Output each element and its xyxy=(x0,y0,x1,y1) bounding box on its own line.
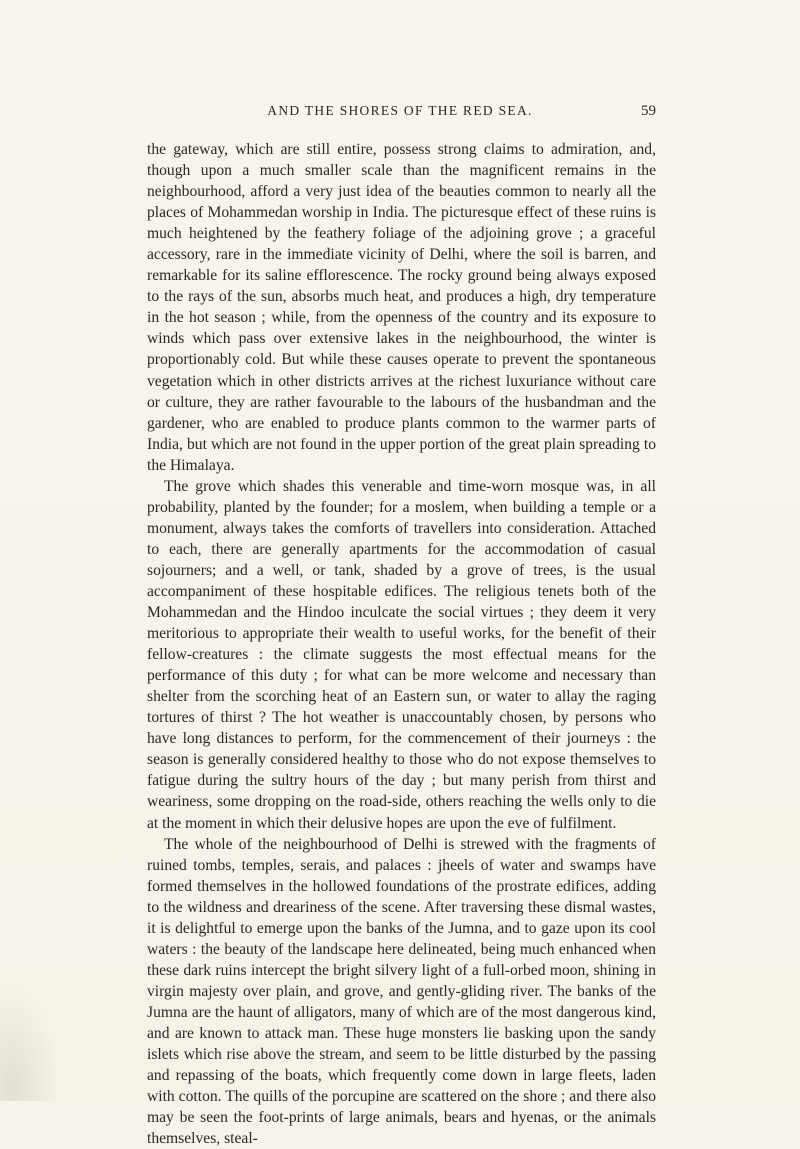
page-number: 59 xyxy=(641,103,656,119)
page-header xyxy=(0,103,800,127)
paragraph-2: The grove which shades this venerable and time-worn mosque was, in all probability, planted by the founder; for a moslem, when building a temple or a monument, always takes the comforts of travellers into consideration. Attached to each, there are generally apartments for the accommodation of casual sojourners; and a well, or tank, shaded by a grove of trees, is the usual accompaniment of these hospitable edifices. The religious tenets both of the Mohammedan and the Hindoo inculcate the social virtues ; they deem it very meritorious to appropriate their wealth to useful works, for the benefit of their fellow-creatures : the climate suggests the most effectual means for the performance of this duty ; for what can be more welcome and necessary than shelter from the scorching heat of an Eastern sun, or water to allay the raging tortures of thirst ? The hot weather is unaccountably chosen, by persons who have long distances to perform, for the commencement of their journeys : the season is generally considered healthy to those who do not expose themselves to fatigue during the sultry hours of the day ; but many perish from thirst and weariness, some dropping on the road-side, others reaching the wells only to die at the moment in which their delusive hopes are upon the eve of fulfilment. xyxy=(147,477,656,832)
running-head: AND THE SHORES OF THE RED SEA. xyxy=(267,103,533,118)
paragraph-1: the gateway, which are still entire, possess strong claims to admiration, and, though upon a much smaller scale than the magnificent remains in the neighbourhood, afford a very just idea of the beauties common to nearly all the places of Mohammedan worship in India. The picturesque effect of these ruins is much heightened by the feathery foliage of the adjoining grove ; a graceful accessory, rare in the immediate vicinity of Delhi, where the soil is barren, and remarkable for its saline efflorescence. The rocky ground being always exposed to the rays of the sun, absorbs much heat, and produces a high, dry temperature in the hot season ; while, from the openness of the country and its exposure to winds which pass over extensive lakes in the neighbourhood, the winter is proportionably cold. But while these causes operate to prevent the spontaneous vegetation which in other districts arrives at the richest luxuriance without care or culture, they are rather favourable to the labours of the husbandman and the gardener, who are enabled to produce plants common to the warmer parts of India, but which are not found in the upper portion of the great plain spreading to the Himalaya. xyxy=(147,141,656,474)
body-text xyxy=(147,139,656,1149)
paragraph-3: The whole of the neighbourhood of Delhi is strewed with the fragments of ruined tombs, temples, serais, and palaces : jheels of water and swamps have formed themselves in the hollowed foundations of the prostrate edifices, adding to the wildness and dreariness of the scene. After traversing these dismal wastes, it is delightful to emerge upon the banks of the Jumna, and to gaze upon its cool waters : the beauty of the landscape here delineated, being much enhanced when these dark ruins intercept the bright silvery light of a full-orbed moon, shining in virgin majesty over plain, and grove, and gently-gliding river. The banks of the Jumna are the haunt of alligators, many of which are of the most dangerous kind, and are known to attack man. These huge monsters lie basking upon the sandy islets which rise above the stream, and seem to be little disturbed by the passing and repassing of the boats, which frequently come down in large fleets, laden with cotton. The quills of the porcupine are scattered on the shore ; and there also may be seen the foot-prints of large animals, bears and hyenas, or the animals themselves, steal- xyxy=(147,835,656,1148)
page-stain xyxy=(0,981,60,1101)
